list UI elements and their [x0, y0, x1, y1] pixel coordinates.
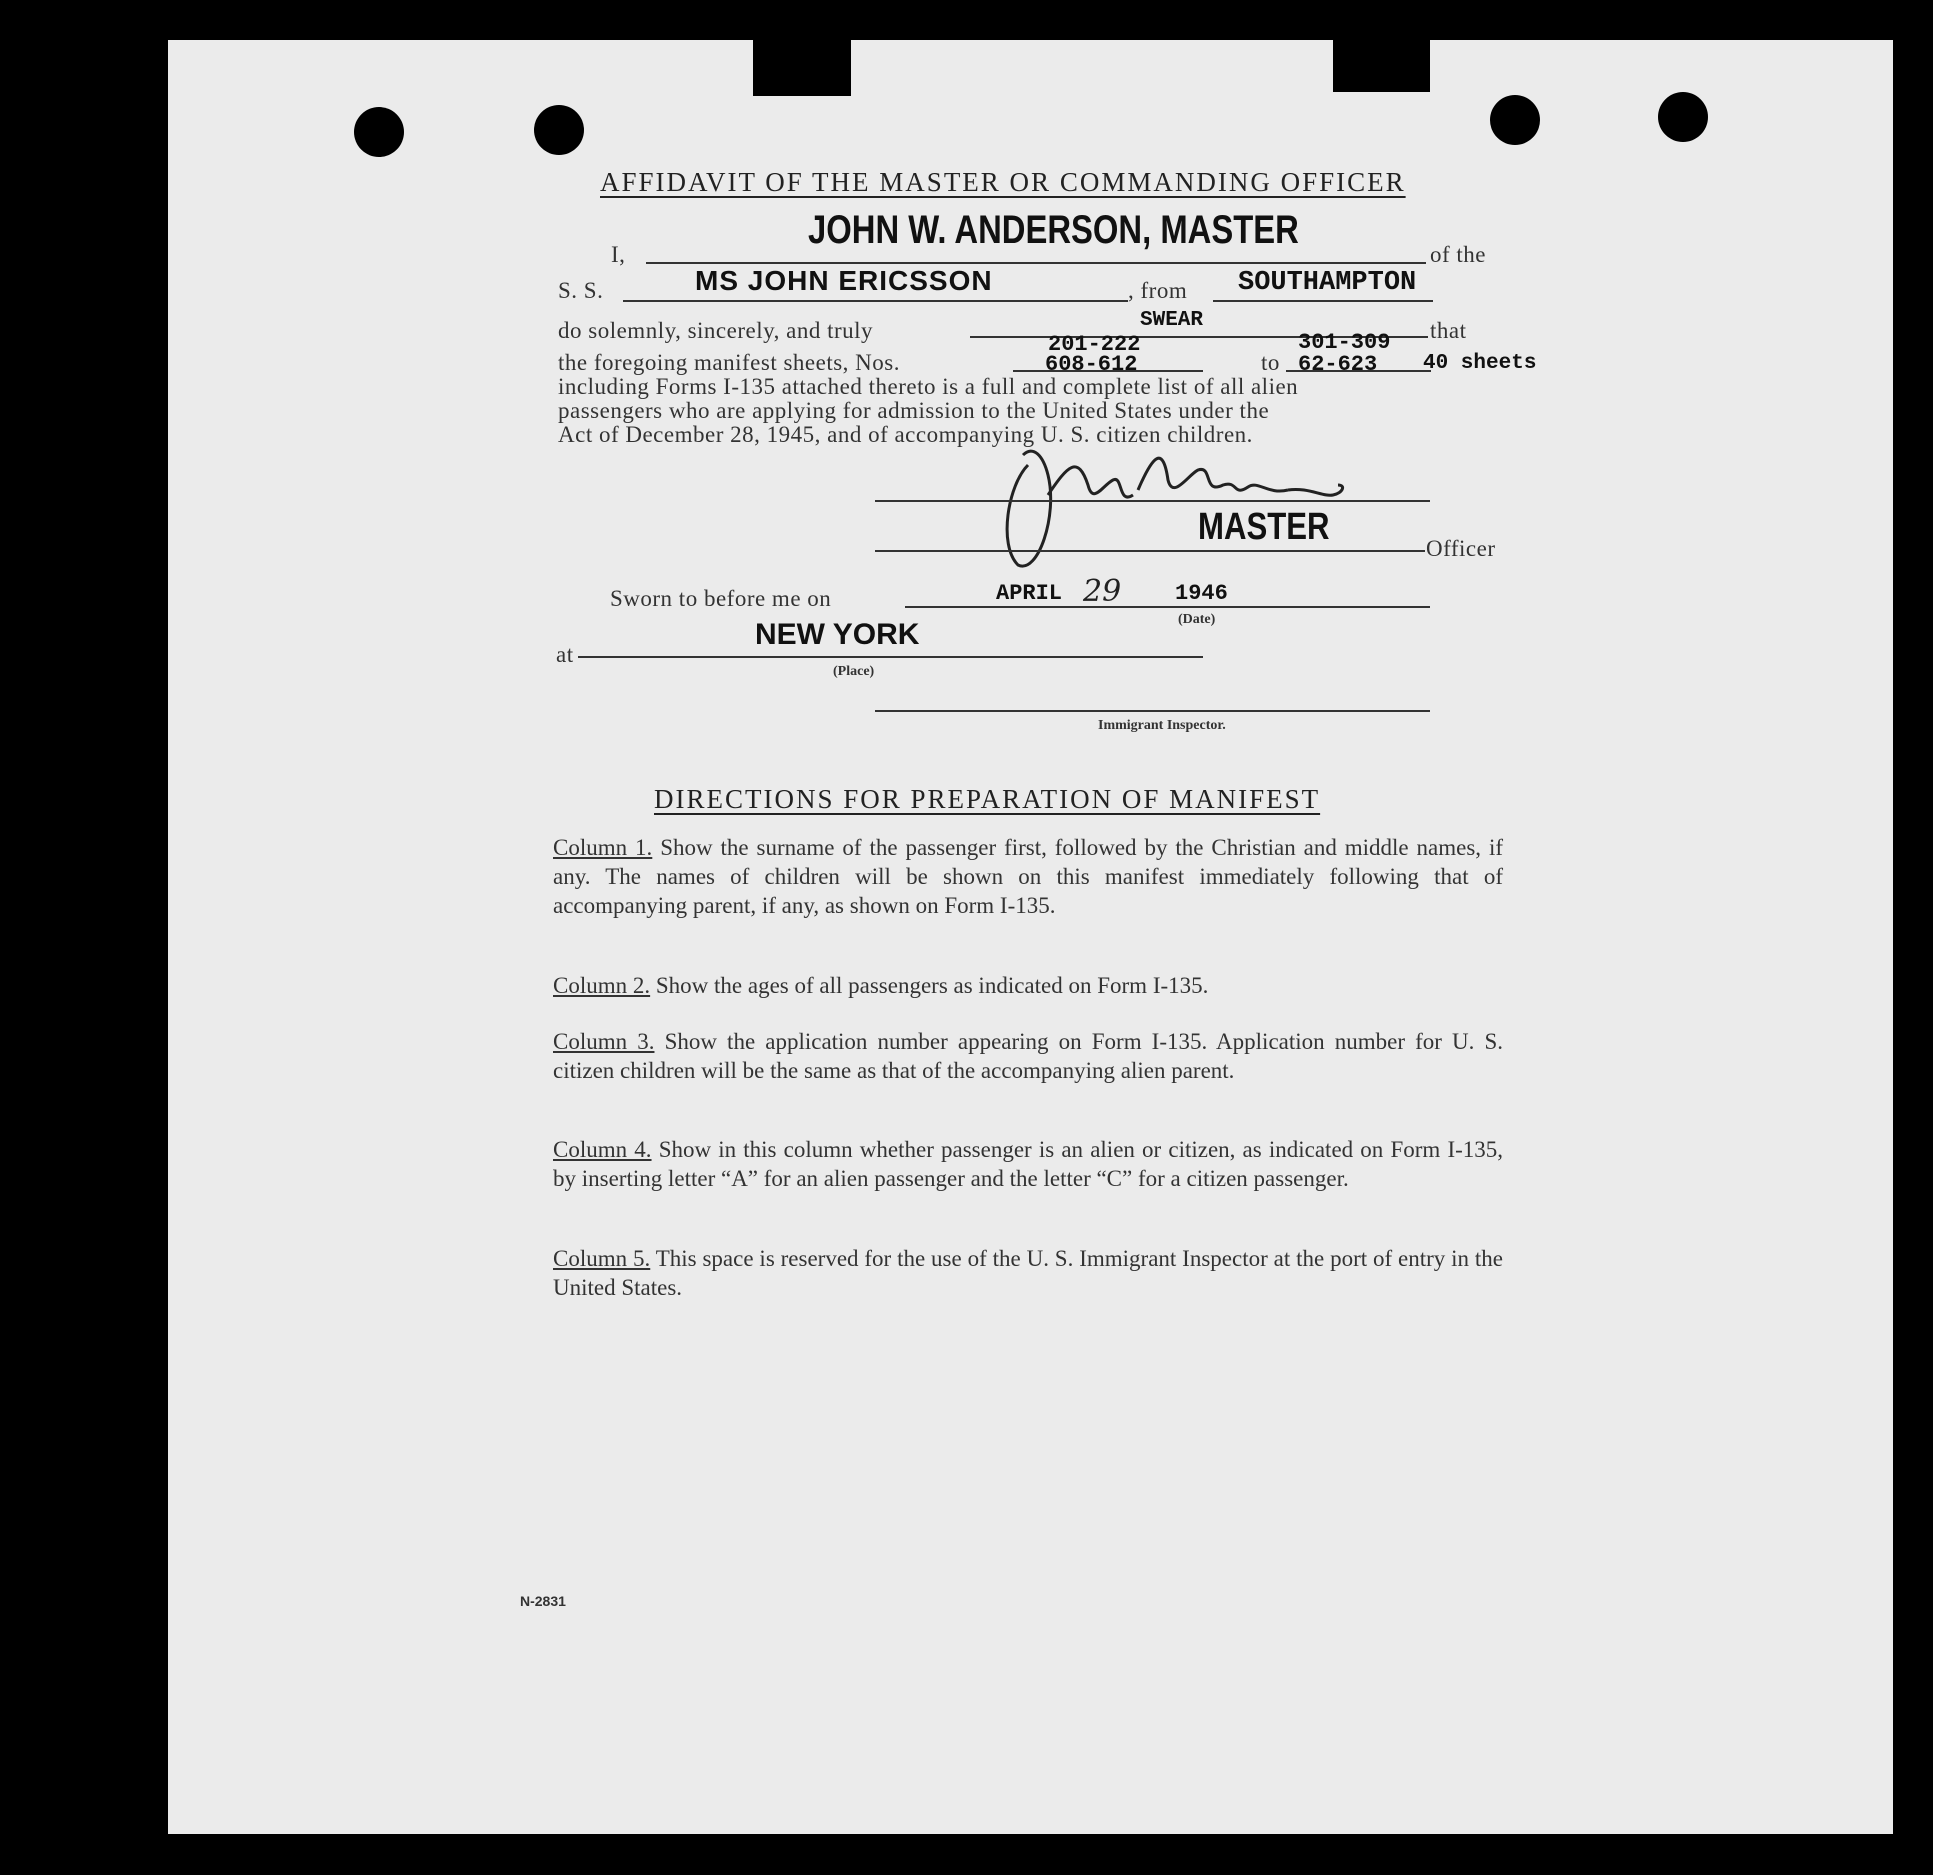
direction-column-3 — [553, 1027, 1503, 1085]
column-3-label: Column 3. — [553, 1029, 655, 1054]
oath-word: SWEAR — [1140, 309, 1204, 332]
place-caption: (Place) — [833, 664, 875, 679]
sheets-text: the foregoing manifest sheets, Nos. — [558, 350, 900, 375]
column-1-label: Column 1. — [553, 835, 653, 860]
i-label: I, — [611, 242, 626, 267]
inspector-caption: Immigrant Inspector. — [1098, 718, 1226, 733]
direction-column-2 — [553, 971, 1503, 1000]
column-4-label: Column 4. — [553, 1137, 652, 1162]
directions-title: DIRECTIONS FOR PREPARATION OF MANIFEST — [654, 784, 1321, 814]
master-name-line — [646, 262, 1426, 264]
column-2-text: Show the ages of all passengers as indicated on Form I-135. — [655, 973, 1209, 998]
binding-tab-right — [1333, 40, 1430, 92]
punch-hole-2 — [534, 105, 584, 155]
affidavit-body-line-3: Act of December 28, 1945, and of accompanying U. S. citizen children. — [558, 422, 1253, 447]
affidavit-body-line-2: passengers who are applying for admission to the United States under the — [558, 398, 1270, 423]
punch-hole-4 — [1658, 92, 1708, 142]
to-label: to — [1261, 350, 1280, 375]
column-3-text: Show the application number appearing on Form I-135. Application number for U. S. citizen children will be the same as that of the accompanying alien parent. — [553, 1029, 1503, 1083]
punch-hole-1 — [354, 107, 404, 157]
ship-name: MS JOHN ERICSSON — [695, 265, 993, 296]
affidavit-title: AFFIDAVIT OF THE MASTER OR COMMANDING OFFICER — [600, 167, 1406, 197]
from-label: , from — [1128, 278, 1188, 303]
affidavit-body-line-1: including Forms I-135 attached thereto is a full and complete list of all alien — [558, 374, 1299, 399]
at-label: at — [556, 642, 574, 667]
inspector-signature-line — [875, 710, 1430, 712]
direction-column-5 — [553, 1244, 1503, 1302]
direction-column-4 — [553, 1135, 1503, 1193]
ss-label: S. S. — [558, 278, 604, 303]
document-page — [168, 40, 1893, 1834]
that-label: that — [1430, 318, 1467, 343]
binding-tab-left — [753, 40, 851, 96]
nos-to-top: 301-309 — [1298, 330, 1391, 355]
officer-label: Officer — [1426, 536, 1496, 561]
sworn-date-month: APRIL — [996, 581, 1063, 606]
column-1-text: Show the surname of the passenger first, followed by the Christian and middle names, if any. The names of children will be shown on this manifest immediately following that of accompanying parent, if any, as shown on Form I-135. — [553, 835, 1504, 918]
place: NEW YORK — [755, 618, 920, 651]
sworn-text: Sworn to before me on — [610, 586, 832, 611]
column-5-text: This space is reserved for the use of the U. S. Immigrant Inspector at the port of entry in the United States. — [553, 1246, 1503, 1300]
sheet-count: 40 sheets — [1423, 352, 1537, 375]
nos-from-bottom: 608-612 — [1045, 352, 1138, 377]
nos-to-bottom: 62-623 — [1298, 352, 1378, 377]
sworn-date-day: 29 — [1083, 574, 1122, 609]
solemnly-text: do solemnly, sincerely, and truly — [558, 318, 874, 343]
officer-title: MASTER — [1198, 506, 1330, 548]
signature-line — [875, 500, 1430, 502]
punch-hole-3 — [1490, 95, 1540, 145]
port-from: SOUTHAMPTON — [1238, 268, 1417, 298]
sworn-date-year: 1946 — [1175, 581, 1228, 606]
officer-line — [875, 550, 1425, 552]
nos-from-top: 201-222 — [1048, 332, 1141, 357]
date-caption: (Date) — [1178, 612, 1216, 627]
sworn-date-line — [905, 606, 1430, 608]
form-number: N-2831 — [520, 1593, 566, 1609]
place-line — [578, 656, 1203, 658]
direction-column-1 — [553, 833, 1503, 920]
port-from-line — [1213, 300, 1433, 302]
column-4-text: Show in this column whether passenger is an alien or citizen, as indicated on Form I-135, by inserting letter “A” for an alien passenger and the letter “C” for a citizen passenger. — [553, 1137, 1504, 1191]
master-name: JOHN W. ANDERSON, MASTER — [808, 208, 1299, 252]
ship-name-line — [623, 300, 1128, 302]
of-the-label: of the — [1430, 242, 1487, 267]
column-2-label: Column 2. — [553, 973, 651, 998]
column-5-label: Column 5. — [553, 1246, 651, 1271]
